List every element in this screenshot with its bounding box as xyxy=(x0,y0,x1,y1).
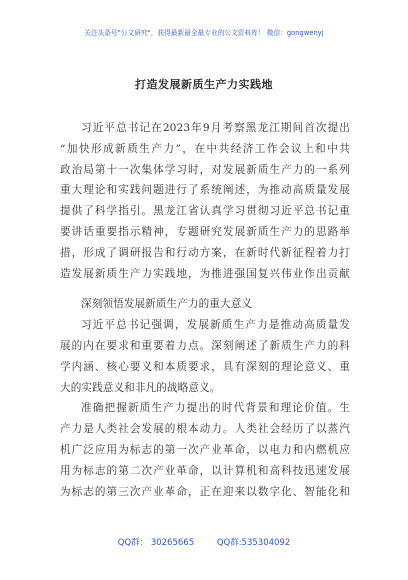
paragraph-line: 展的内在要求和重要着力点。深刻阐述了新质生产力的科 xyxy=(60,339,350,352)
paragraph-line: 习近平总书记在2023年9月考察黑龙江期间首次提出 xyxy=(81,122,350,134)
document-body xyxy=(60,118,350,502)
paragraph-line: 政治局第十一次集体学习时，对发展新质生产力的一系列 xyxy=(60,163,350,176)
paragraph-line: 重大理论和实践问题进行了系统阐述，为推动高质量发展 xyxy=(60,184,350,197)
document-title: 打造发展新质生产力实践地 xyxy=(135,78,273,91)
footer-qq-group-1: QQ群： 30265665 xyxy=(117,538,195,548)
paragraph-line: 准确把握新质生产力提出的时代背景和理论价值。生 xyxy=(81,402,350,415)
paragraph-line: 用为标志的第二次产业革命，以计算机和高科技迅速发展 xyxy=(60,464,350,477)
paragraph-line: 习近平总书记强调，发展新质生产力是推动高质量发 xyxy=(81,319,350,332)
paragraph-line: 要讲话重要指示精神，专题研究发展新质生产力的思路举 xyxy=(60,225,350,238)
footer-qq-group-2: QQ群:535304092 xyxy=(216,538,291,548)
footer xyxy=(0,536,408,548)
paragraph-line: 提供了科学指引。黑龙江省认真学习贯彻习近平总书记重 xyxy=(60,205,350,218)
paragraph-line: 为标志的第三次产业革命，正在迎来以数字化、智能化和 xyxy=(60,485,350,498)
paragraph-line: 造发展新质生产力实践地，为推进强国复兴伟业作出贡献 xyxy=(60,267,350,280)
paragraph-line: 机广泛应用为标志的第一次产业革命，以电力和内燃机应 xyxy=(60,443,350,456)
paragraph-line: 措，形成了调研报告和行动方案，在新时代新征程着力打 xyxy=(60,246,350,259)
header-note: 关注头条号"公文研究"，获得最新最全最专业的公文资料库！ 微信：gongwenyj xyxy=(84,29,324,37)
paragraph-line: “加快形成新质生产力”，在中共经济工作会议上和中共 xyxy=(60,142,350,155)
paragraph-line: 产力是人类社会发展的根本动力。人类社会经历了以蒸汽 xyxy=(60,423,350,436)
paragraph-line: 学内涵、核心要义和本质要求，具有深刻的理论意义、重 xyxy=(60,360,350,373)
paragraph-line: 大的实践意义和非凡的战略意义。 xyxy=(60,381,221,394)
section-heading: 深刻领悟发展新质生产力的重大意义 xyxy=(81,298,253,311)
